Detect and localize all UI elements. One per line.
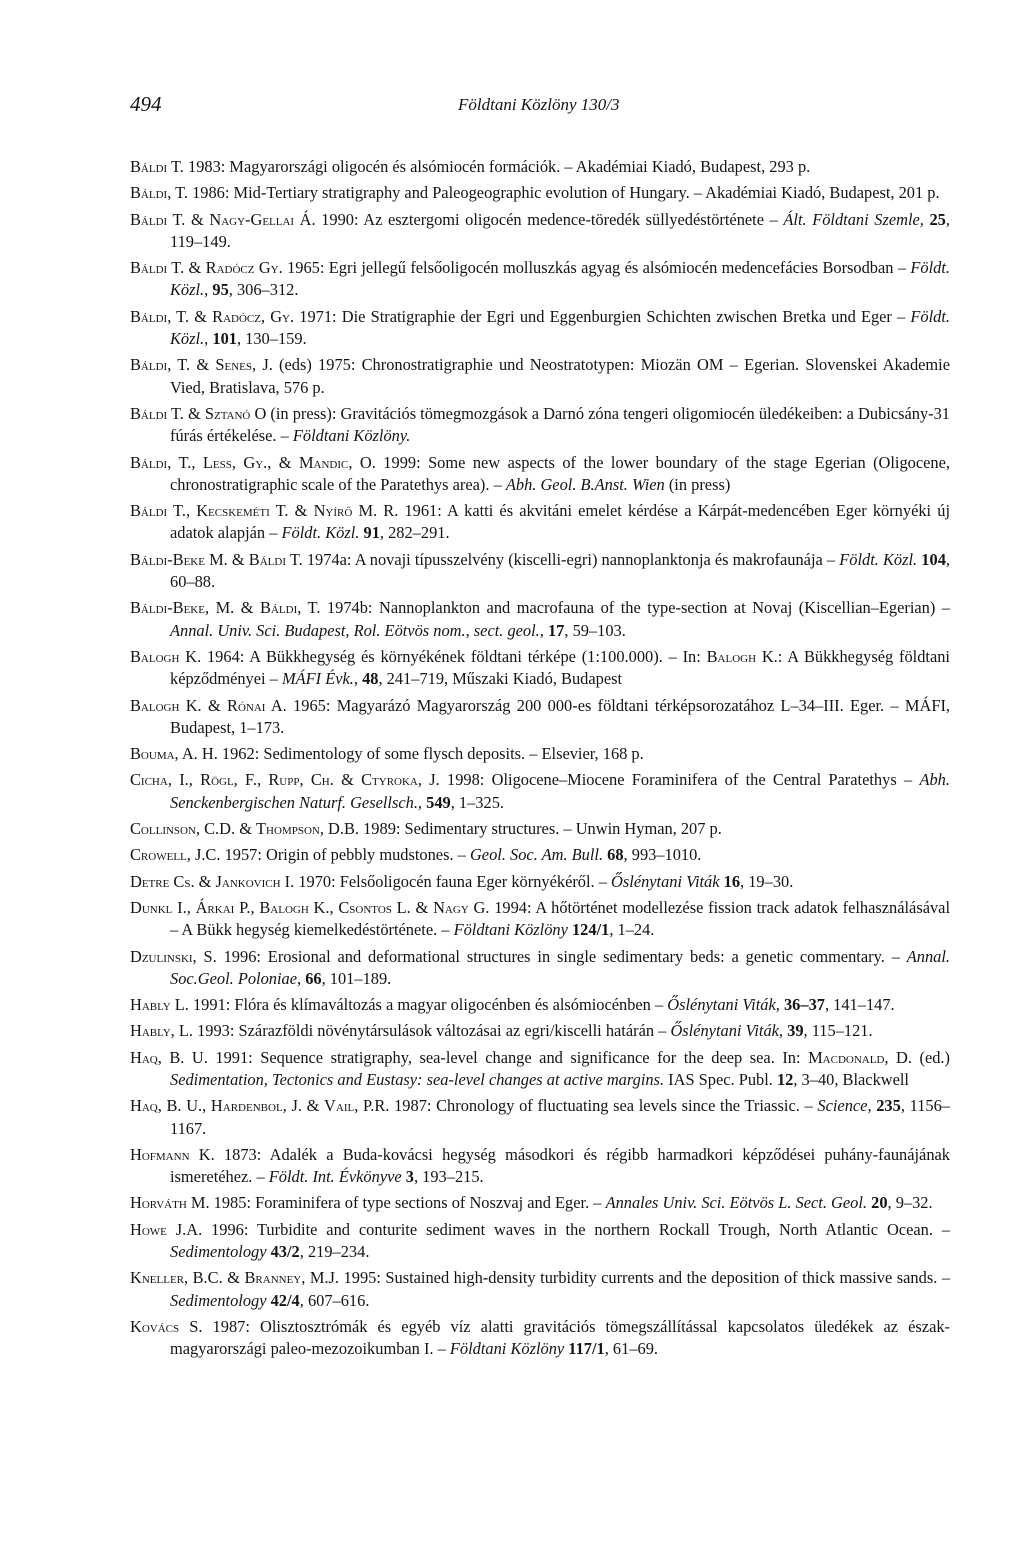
- reference-text: , 59–103.: [564, 620, 626, 640]
- reference-text: 16: [723, 871, 741, 891]
- reference-text: , 241–719, Műszaki Kiadó, Budapest: [378, 669, 623, 689]
- reference-entry: [130, 1095, 950, 1140]
- reference-text: Geol. Soc. Am. Bull.: [469, 845, 604, 865]
- reference-text: , 141–147.: [824, 995, 895, 1015]
- reference-text: Vail, P.R.: [324, 1096, 390, 1116]
- reference-text: Bouma, A. H.: [130, 744, 218, 764]
- reference-text: &: [410, 897, 434, 917]
- reference-text: Sedimentology: [170, 1290, 267, 1310]
- reference-text: Báldi T.: [130, 258, 185, 278]
- reference-text: ,: [417, 792, 427, 812]
- reference-entry: [130, 209, 950, 254]
- reference-text: ,: [297, 968, 306, 988]
- reference-text: Hofmann K.: [130, 1144, 215, 1164]
- reference-text: 1998: Oligocene–Miocene Foraminifera of the Central Paratethys –: [439, 770, 920, 790]
- reference-entry: [130, 500, 950, 545]
- reference-text: &: [288, 501, 314, 521]
- reference-entry: [130, 597, 950, 642]
- reference-text: Földt. Közl.: [170, 258, 950, 300]
- reference-text: ,: [204, 329, 213, 349]
- reference-text: Nagy-Gellai Á.: [209, 209, 316, 229]
- reference-text: 1987: Chronology of fluctuating sea levels since the Triassic. –: [389, 1096, 818, 1116]
- reference-text: 1989: Sedimentary structures. – Unwin Hyman, 207 p.: [359, 819, 722, 839]
- reference-text: ,: [204, 280, 213, 300]
- reference-text: 101: [212, 329, 237, 349]
- reference-entry: [130, 1192, 950, 1214]
- reference-text: Báldi, T.: [130, 306, 190, 326]
- reference-entry: [130, 1047, 950, 1092]
- reference-text: ,: [353, 669, 363, 689]
- reference-text: 66: [305, 968, 322, 988]
- reference-text: 1974b: Nannoplankton and macrofauna of the type-section at Novaj (Kiscellian–Egerian) –: [320, 598, 950, 618]
- reference-text: Sedimentation, Tectonics and Eustasy: sea-level changes at active margins.: [170, 1069, 665, 1089]
- reference-text: &: [301, 1096, 325, 1116]
- reference-entry: [130, 1316, 950, 1361]
- reference-text: , 219–234.: [299, 1242, 370, 1262]
- reference-text: Földt. Közl.: [839, 549, 918, 569]
- reference-text: 39: [787, 1021, 804, 1041]
- reference-text: , 607–616.: [299, 1290, 370, 1310]
- reference-text: , 193–215.: [413, 1167, 484, 1187]
- reference-text: Detre Cs.: [130, 871, 195, 891]
- reference-text: 1999: Some new aspects of the lower boundary of the stage Egerian (Oligocene, chronostratigraphic scale of the Paratethys area). –: [170, 452, 950, 494]
- reference-text: Földt. Közl.: [281, 523, 360, 543]
- reference-text: 1965: Egri jellegű felsőoligocén molluszkás agyag és alsómiocén medencefácies Borsodban –: [282, 258, 911, 278]
- reference-text: Abh. Senckenbergischen Naturf. Gesellsch.: [170, 770, 950, 812]
- reference-entry: [130, 306, 950, 351]
- reference-text: &: [235, 819, 257, 839]
- reference-text: Abh. Geol. B.Anst. Wien: [505, 474, 665, 494]
- reference-entry: [130, 743, 950, 765]
- reference-text: 1991: Sequence stratigraphy, sea-level change and significance for the deep sea. In:: [207, 1047, 809, 1067]
- reference-text: 117/1: [568, 1339, 605, 1359]
- reference-text: , 115–121.: [803, 1021, 873, 1041]
- reference-entry: [130, 844, 950, 866]
- reference-text: Annal. Univ. Sci. Budapest, Rol. Eötvös nom., sect. geol.: [170, 620, 540, 640]
- reference-text: Báldi, T.: [130, 183, 188, 203]
- reference-text: Macdonald, D.: [808, 1047, 912, 1067]
- reference-text: Nyírő M. R.: [313, 501, 399, 521]
- reference-text: 1961: A katti és akvitáni emelet kérdése a Kárpát-medencében Eger környéki új adatok alapján –: [170, 501, 951, 543]
- reference-text: Földt. Int. Évkönyve: [268, 1167, 402, 1187]
- reference-text: &: [201, 695, 228, 715]
- reference-entry: [130, 354, 950, 399]
- reference-text: (eds) 1975: Chronostratigraphie und Neostratotypen: Miozän OM – Egerian. Slovenskei Akademie Vied, Bratislava, 576 p.: [170, 355, 951, 397]
- reference-text: 1974a: A novaji típusszelvény (kiscelli-egri) nannoplanktonja és makrofaunája –: [302, 549, 840, 569]
- reference-text: : A Bükkhegység földtani képződményei –: [170, 646, 950, 689]
- reference-text: Báldi T.: [248, 549, 303, 569]
- reference-text: 1971: Die Stratigraphie der Egri und Eggenburgien Schichten zwischen Bretka und Eger –: [294, 306, 911, 326]
- reference-text: Báldi T.: [130, 403, 184, 423]
- reference-text: &: [184, 258, 206, 278]
- reference-text: Földtani Közlöny: [453, 920, 568, 940]
- reference-text: 1964: A Bükkhegység és környékének földtani térképe (1:100.000). – In:: [201, 646, 707, 666]
- reference-text: 12: [776, 1069, 794, 1089]
- reference-text: Nagy G.: [433, 897, 490, 917]
- reference-text: Sedimentology: [170, 1242, 267, 1262]
- reference-text: 1970: Felsőoligocén fauna Eger környékéről. –: [294, 871, 612, 891]
- reference-text: Báldi-Beke M.: [130, 549, 228, 569]
- reference-text: 1993: Szárazföldi növénytársulások változásai az egri/kiscelli határán –: [193, 1021, 671, 1041]
- reference-text: 104: [921, 549, 946, 569]
- reference-text: , 9–32.: [887, 1193, 933, 1213]
- reference-entry: [130, 156, 950, 178]
- reference-entry: [130, 1144, 950, 1189]
- reference-text: 1994: A hőtörténet modellezése fission track adatok felhasználásával – A Bükk hegység kiemelkedéstörténete. –: [170, 897, 950, 940]
- reference-text: Senes, J.: [215, 355, 273, 375]
- reference-text: Báldi T., Kecskeméti T.: [130, 501, 289, 521]
- reference-text: Földtani Közlöny: [449, 1339, 565, 1359]
- reference-text: Őslénytani Viták: [670, 1021, 779, 1041]
- reference-text: 91: [363, 523, 380, 543]
- page-number: 494: [130, 92, 162, 116]
- reference-text: Hably, L.: [130, 1021, 193, 1041]
- reference-text: 1962: Sedimentology of some flysch deposits. – Elsevier, 168 p.: [217, 744, 644, 764]
- reference-text: , 3–40, Blackwell: [793, 1069, 909, 1089]
- reference-text: Báldi T.: [130, 209, 186, 229]
- reference-entry: [130, 946, 950, 991]
- reference-text: Földt. Közl.: [170, 306, 951, 349]
- reference-text: ,: [539, 620, 548, 640]
- reference-text: Báldi, T.: [260, 598, 321, 618]
- reference-text: , 101–189.: [321, 968, 392, 988]
- reference-text: 43/2: [270, 1242, 300, 1262]
- reference-text: Horváth M.: [130, 1193, 210, 1213]
- reference-text: Őslénytani Viták: [611, 871, 720, 891]
- reference-text: Collinson, C.D.: [130, 819, 236, 839]
- reference-text: 1996: Turbidite and conturite sediment waves in the northern Rockall Trough, North Atlantic Ocean. –: [202, 1219, 950, 1239]
- reference-entry: [130, 994, 950, 1016]
- reference-entry: [130, 257, 950, 302]
- reference-text: Thompson, D.B.: [256, 819, 360, 839]
- reference-text: Báldi, T.: [130, 355, 191, 375]
- reference-text: , 1–24.: [609, 920, 655, 940]
- reference-text: , 306–312.: [228, 280, 299, 300]
- reference-text: Ctyroka, J.: [361, 770, 440, 790]
- reference-entry: [130, 1267, 950, 1312]
- reference-text: Haq, B. U., Hardenbol, J.: [130, 1096, 302, 1116]
- reference-text: 20: [871, 1193, 888, 1213]
- reference-entry: [130, 646, 950, 691]
- reference-text: 1986: Mid-Tertiary stratigraphy and Paleogeographic evolution of Hungary. – Akadémiai Kiadó, Budapest, 201 p.: [188, 183, 940, 203]
- reference-list: [130, 156, 950, 1365]
- reference-entry: [130, 403, 950, 448]
- reference-text: &: [185, 209, 210, 229]
- reference-text: 1957: Origin of pebbly mudstones. –: [220, 845, 470, 865]
- reference-text: Radócz Gy.: [205, 258, 283, 278]
- reference-text: Hably L.: [130, 995, 189, 1015]
- reference-text: 1983: Magyarországi oligocén és alsómiocén formációk. – Akadémiai Kiadó, Budapest, 293 p.: [183, 157, 811, 176]
- reference-text: 1873: Adalék a Buda-kovácsi hegység másodkori és régibb harmadkori képződései puhány-faunájának ismeretéhez. –: [170, 1144, 950, 1187]
- reference-text: MÁFI Évk.: [281, 669, 354, 689]
- reference-text: 1985: Foraminifera of type sections of Noszvaj and Eger. –: [209, 1193, 606, 1213]
- reference-text: &: [194, 871, 216, 891]
- reference-text: 1990: Az esztergomi oligocén medence-töredék süllyedéstörténete –: [315, 209, 784, 229]
- reference-text: &: [190, 355, 216, 375]
- reference-entry: [130, 818, 950, 840]
- reference-text: Branney, M.J.: [244, 1268, 340, 1288]
- reference-entry: [130, 452, 950, 497]
- reference-text: Cicha, I., Rögl, F., Rupp, Ch.: [130, 770, 334, 790]
- reference-text: &: [222, 1268, 245, 1288]
- reference-entry: [130, 182, 950, 204]
- reference-text: Balogh K.: [706, 646, 778, 666]
- reference-text: 1991: Flóra és klímaváltozás a magyar oligocénben és alsómiocénben –: [188, 995, 668, 1015]
- reference-text: ,: [778, 1021, 788, 1041]
- reference-text: Báldi, T., Less, Gy., & Mandic, O.: [130, 452, 376, 472]
- reference-text: 3: [405, 1167, 414, 1187]
- reference-text: (in press): Gravitációs tömegmozgások a Darnó zóna tengeri oligomiocén üledékeiben: a Dubicsány-31 fúrás értékelése. –: [170, 403, 950, 446]
- reference-text: , 19–30.: [740, 871, 794, 891]
- reference-text: Radócz, Gy.: [212, 306, 295, 326]
- reference-text: 1996: Erosional and deformational structures in single sedimentary beds: a genetic commentary. –: [216, 946, 907, 966]
- reference-text: Annal. Soc.Geol. Poloniae: [170, 946, 950, 988]
- reference-text: Báldi-Beke, M.: [130, 598, 235, 618]
- reference-text: ,: [867, 1096, 877, 1116]
- reference-text: &: [183, 403, 205, 423]
- reference-text: Kneller, B.C.: [130, 1268, 223, 1288]
- reference-text: 36–37: [783, 995, 825, 1015]
- reference-text: Crowell, J.C.: [130, 845, 221, 865]
- reference-text: &: [227, 549, 249, 569]
- reference-text: &: [234, 598, 261, 618]
- reference-text: Kovács S.: [130, 1316, 203, 1336]
- reference-text: Földtani Közlöny.: [292, 426, 411, 446]
- reference-text: 25: [929, 209, 946, 229]
- reference-text: 124/1: [571, 920, 610, 940]
- reference-entry: [130, 871, 950, 893]
- reference-text: Howe J.A.: [130, 1219, 203, 1239]
- reference-text: Jankovich I.: [215, 871, 295, 891]
- reference-entry: [130, 1219, 950, 1264]
- reference-text: (in press): [664, 474, 731, 494]
- reference-text: 68: [607, 845, 624, 865]
- reference-text: IAS Spec. Publ.: [664, 1069, 777, 1089]
- reference-text: &: [189, 306, 213, 326]
- reference-entry: [130, 695, 950, 740]
- reference-text: Őslénytani Viták,: [667, 995, 780, 1015]
- reference-text: 1995: Sustained high-density turbidity currents and the deposition of thick massive sands. –: [339, 1268, 951, 1288]
- reference-text: , 61–69.: [604, 1339, 659, 1359]
- reference-text: Sztanó O: [204, 403, 267, 423]
- reference-text: Ált. Földtani Szemle,: [783, 209, 924, 229]
- reference-text: Dzulinski, S.: [130, 946, 217, 966]
- reference-text: &: [333, 770, 362, 790]
- reference-text: 1987: Olisztosztrómák és egyéb víz alatti gravitációs tömegszállítással kapcsolatos üledékek az észak-magyarországi paleo-mezozoikumban I. –: [170, 1316, 951, 1359]
- reference-text: Dunkl I., Árkai P., Balogh K., Csontos L.: [130, 897, 411, 917]
- reference-text: 17: [547, 620, 565, 640]
- reference-text: Annales Univ. Sci. Eötvös L. Sect. Geol.: [605, 1193, 868, 1213]
- reference-entry: [130, 1020, 950, 1042]
- reference-text: 1965: Magyarázó Magyarország 200 000-es földtani térképsorozatához L–34–III. Eger. – MÁFI, Budapest, 1–173.: [170, 695, 951, 737]
- reference-text: , 1–325.: [450, 792, 504, 812]
- reference-text: , 130–159.: [236, 329, 307, 349]
- reference-text: , 1156–1167.: [170, 1096, 950, 1138]
- reference-text: Balogh K.: [130, 695, 202, 715]
- reference-text: Haq, B. U.: [130, 1047, 208, 1067]
- reference-text: (ed.): [911, 1047, 950, 1067]
- reference-entry: [130, 549, 950, 594]
- reference-text: 235: [876, 1096, 901, 1116]
- reference-text: 48: [362, 669, 379, 689]
- reference-text: Báldi T.: [130, 157, 184, 176]
- page-header: [130, 92, 900, 122]
- reference-text: 42/4: [270, 1290, 300, 1310]
- reference-text: , 119–149.: [170, 209, 950, 251]
- reference-text: Rónai A.: [227, 695, 287, 715]
- reference-entry: [130, 897, 950, 942]
- reference-entry: [130, 769, 950, 814]
- reference-text: , 282–291.: [379, 523, 450, 543]
- reference-text: 95: [212, 280, 229, 300]
- reference-text: , 60–88.: [170, 549, 950, 592]
- reference-text: 549: [426, 792, 451, 812]
- reference-text: , 993–1010.: [623, 845, 702, 865]
- reference-text: Science: [817, 1096, 868, 1116]
- journal-title: Földtani Közlöny 130/3: [458, 95, 620, 114]
- reference-text: Balogh K.: [130, 646, 202, 666]
